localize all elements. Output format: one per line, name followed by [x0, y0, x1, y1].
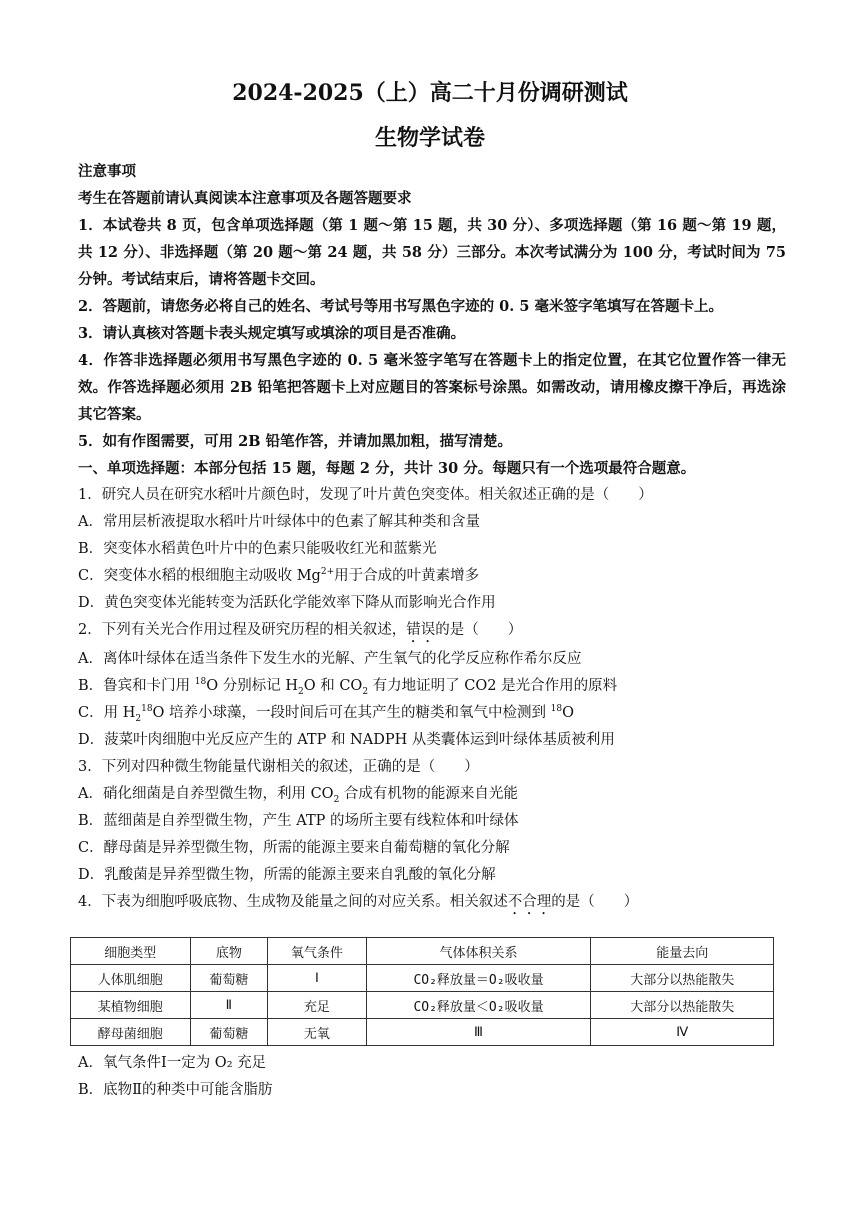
option: B．蓝细菌是自养型微生物，产生 ATP 的场所主要有线粒体和叶绿体 [78, 813, 519, 829]
respiration-table [70, 937, 774, 1046]
table-cell: 大部分以热能散失 [591, 992, 774, 1019]
option: B．突变体水稻黄色叶片中的色素只能吸收红光和蓝紫光 [78, 541, 437, 557]
question-stem: 3．下列对四种微生物能量代谢相关的叙述，正确的是（ ） [78, 759, 479, 775]
option: D．黄色突变体光能转变为活跃化学能效率下降从而影响光合作用 [78, 595, 496, 611]
option: B．鲁宾和卡门用 $^{18}$O 分别标记 $H_2O$ 和 $CO_2$ 有力地证明了 CO2 是光合作用的原料 [78, 677, 618, 697]
option: C．用 $H_2^{18}O$ 培养小球藻，一段时间后可在其产生的糖类和氧气中检测到 $^{18}$O [78, 704, 574, 724]
table-cell: Ⅱ [190, 992, 268, 1019]
table-cell: CO₂释放量＝O₂吸收量 [366, 965, 591, 992]
table-cell: 酵母菌细胞 [71, 1019, 191, 1046]
option: A．硝化细菌是自养型微生物，利用 $CO_2$ 合成有机物的能源来自光能 [78, 786, 518, 805]
option: D．菠菜叶肉细胞中光反应产生的 ATP 和 NADPH 从类囊体运到叶绿体基质被利用 [78, 732, 615, 748]
table-cell: Ⅰ [268, 965, 367, 992]
table-header: 底物 [190, 938, 268, 965]
table-cell: Ⅳ [591, 1019, 774, 1046]
note-item: 5．如有作图需要，可用 2B 铅笔作答，并请加黑加粗，描写清楚。 [78, 433, 513, 450]
table-header: 细胞类型 [71, 938, 191, 965]
section-heading: 一、单项选择题：本部分包括 15 题，每题 2 分，共计 30 分。每题只有一个选项最符合题意。 [78, 460, 696, 477]
question-stem: 1．研究人员在研究水稻叶片颜色时，发现了叶片黄色突变体。相关叙述正确的是（ ） [78, 487, 653, 503]
option: A．常用层析液提取水稻叶片叶绿体中的色素了解其种类和含量 [78, 514, 480, 530]
table-cell: 大部分以热能散失 [591, 965, 774, 992]
option: B．底物Ⅱ的种类中可能含脂肪 [78, 1082, 273, 1098]
option: C．酵母菌是异养型微生物，所需的能源主要来自葡萄糖的氧化分解 [78, 840, 510, 856]
table-header: 氧气条件 [268, 938, 367, 965]
table-cell: 葡萄糖 [190, 965, 268, 992]
exam-title: 2024-2025（上）高二十月份调研测试 [232, 80, 628, 106]
exam-subtitle: 生物学试卷 [374, 125, 485, 151]
table-header-row [71, 938, 774, 965]
note-item: 1．本试卷共 8 页，包含单项选择题（第 1 题～第 15 题，共 30 分）、多项选择题（第 16 题～第 19 题，共 12 分）、非选择题（第 20 题～第 24 题，共 58 分）三部分。本次考试满分为 100 分，考试时间为 75 分钟。考试结束后，请将答题卡交回。 [78, 217, 786, 288]
note-item: 2．答题前，请您务必将自己的姓名、考试号等用书写黑色字迹的 0. 5 毫米签字笔填写在答题卡上。 [78, 298, 723, 315]
table-header: 气体体积关系 [366, 938, 591, 965]
table-cell: 充足 [268, 992, 367, 1019]
table-cell: 某植物细胞 [71, 992, 191, 1019]
notes-heading: 注意事项 [78, 163, 136, 180]
table-row [71, 1019, 774, 1046]
option: A．氧气条件Ⅰ一定为 O₂ 充足 [78, 1055, 267, 1071]
table-cell: CO₂释放量＜O₂吸收量 [366, 992, 591, 1019]
option: D．乳酸菌是异养型微生物，所需的能源主要来自乳酸的氧化分解 [78, 867, 496, 883]
note-item: 3．请认真核对答题卡表头规定填写或填涂的项目是否准确。 [78, 325, 466, 342]
table-row [71, 992, 774, 1019]
table-cell: Ⅲ [366, 1019, 591, 1046]
question-stem: 4．下表为细胞呼吸底物、生成物及能量之间的对应关系。相关叙述不合理的是（ ） [78, 894, 639, 910]
table-row [71, 965, 774, 992]
q4-options [78, 1050, 786, 1104]
exam-body [78, 158, 786, 918]
option: A．离体叶绿体在适当条件下发生水的光解、产生氧气的化学反应称作希尔反应 [78, 651, 582, 667]
option: C．突变体水稻的根细胞主动吸收 $Mg^{2+}$用于合成的叶黄素增多 [78, 567, 480, 584]
table-header: 能量去向 [591, 938, 774, 965]
note-item: 4．作答非选择题必须用书写黑色字迹的 0. 5 毫米签字笔写在答题卡上的指定位置，在其它位置作答一律无效。作答选择题必须用 2B 铅笔把答题卡上对应题目的答案标号涂黑。如需改动，请用橡皮擦干净后，再选涂其它答案。 [78, 352, 786, 423]
question-stem: 2．下列有关光合作用过程及研究历程的相关叙述，错误的是（ ） [78, 622, 523, 638]
table-cell: 人体肌细胞 [71, 965, 191, 992]
table-cell: 无氧 [268, 1019, 367, 1046]
table-cell: 葡萄糖 [190, 1019, 268, 1046]
notes-intro: 考生在答题前请认真阅读本注意事项及各题答题要求 [78, 190, 412, 207]
